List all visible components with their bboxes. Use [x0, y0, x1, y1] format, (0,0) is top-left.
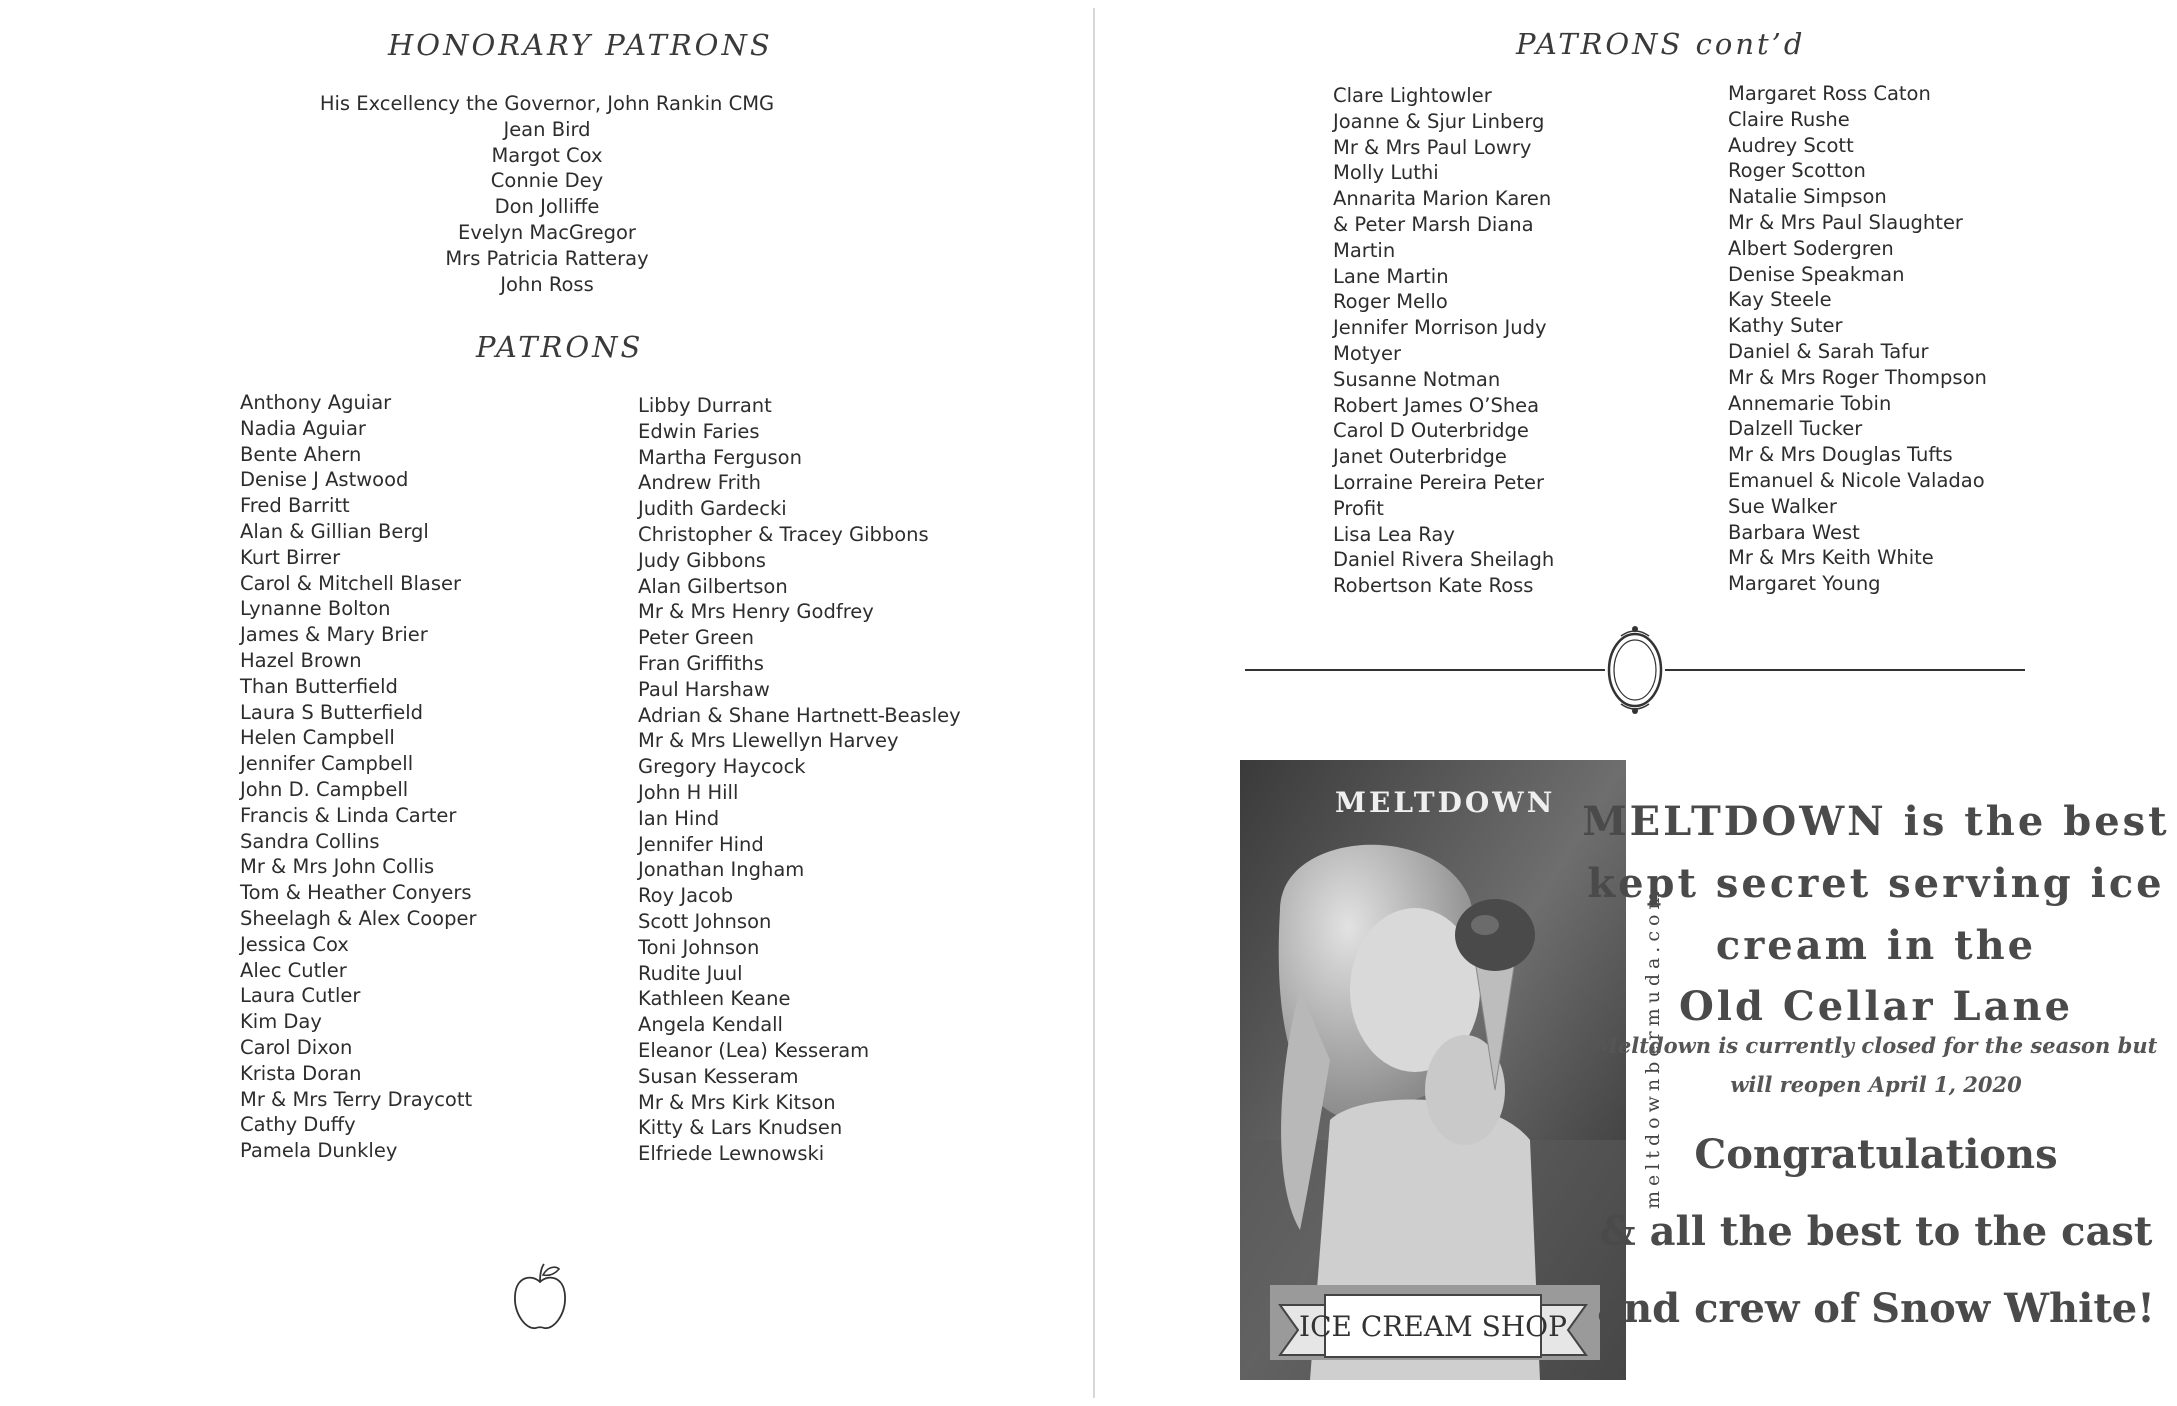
patron-name: Bente Ahern: [240, 442, 362, 466]
patron-name: Susan Kesseram: [638, 1064, 799, 1088]
patron-name: Kim Day: [240, 1010, 322, 1034]
patron-name: Tom & Heather Conyers: [240, 881, 472, 905]
patron-name: Edwin Faries: [638, 419, 760, 443]
patrons-heading: PATRONS: [476, 330, 644, 364]
patron-name: Barbara West: [1728, 520, 1860, 544]
patron-name: Kitty & Lars Knudsen: [638, 1116, 843, 1140]
patron-name: Mr & Mrs John Collis: [240, 855, 435, 879]
honorary-patron-name: Jean Bird: [503, 117, 591, 141]
patron-name: Angela Kendall: [638, 1013, 783, 1037]
patron-name: Judy Gibbons: [638, 548, 766, 572]
patron-name: Roger Mello: [1333, 290, 1448, 314]
patron-name: John H Hill: [638, 780, 739, 804]
patrons-column-1: [240, 390, 476, 1164]
ad-congrats-3: and crew of Snow White!: [1597, 1285, 2155, 1332]
patron-name: Rudite Juul: [638, 961, 743, 985]
patron-name: Christopher & Tracey Gibbons: [638, 522, 929, 546]
patron-name: Alan Gilbertson: [638, 574, 788, 598]
patrons-contd-column-2: [1728, 81, 1987, 597]
ad-brand-text: MELTDOWN: [1335, 786, 1556, 819]
patron-name: Motyer: [1333, 341, 1401, 365]
patron-name: Martin: [1333, 238, 1396, 262]
honorary-patron-name: His Excellency the Governor, John Rankin CMG: [319, 92, 775, 115]
patron-name: Mr & Mrs Paul Lowry: [1333, 135, 1532, 159]
patron-name: Krista Doran: [240, 1061, 362, 1085]
patron-name: Lorraine Pereira Peter: [1333, 470, 1545, 494]
patron-name: Kathy Suter: [1728, 314, 1843, 338]
patron-name: Hazel Brown: [240, 648, 362, 672]
honorary-patron-name: Don Jolliffe: [494, 195, 600, 219]
patron-name: Joanne & Sjur Linberg: [1333, 109, 1545, 133]
patron-name: Laura S Butterfield: [240, 700, 424, 724]
honorary-patron-name: Mrs Patricia Ratteray: [445, 246, 649, 270]
patron-name: Alan & Gillian Bergl: [240, 519, 429, 543]
patron-name: Peter Green: [638, 626, 754, 650]
apple-icon: [510, 1262, 570, 1337]
patron-name: Jennifer Hind: [638, 832, 764, 856]
patron-name: Paul Harshaw: [638, 677, 770, 701]
honorary-patrons-list: [300, 91, 794, 297]
patron-name: Lane Martin: [1333, 264, 1449, 288]
patron-name: Lisa Lea Ray: [1333, 522, 1455, 546]
patron-name: Judith Gardecki: [638, 497, 787, 521]
patron-name: Carol Dixon: [240, 1035, 353, 1059]
patron-name: Claire Rushe: [1728, 107, 1850, 131]
patron-name: Molly Luthi: [1333, 161, 1439, 185]
patron-name: Scott Johnson: [638, 909, 772, 933]
patron-name: Denise Speakman: [1728, 262, 1905, 286]
ad-headline-1: MELTDOWN is the best: [1582, 798, 2170, 845]
girl-eating-ice-cream-image: [1240, 760, 1626, 1380]
patron-name: Jonathan Ingham: [638, 858, 805, 882]
ad-headline-2: kept secret serving ice: [1587, 860, 2165, 907]
patron-name: Mr & Mrs Paul Slaughter: [1728, 210, 1963, 234]
honorary-patron-name: Connie Dey: [490, 169, 604, 193]
ad-headline-4: Old Cellar Lane: [1678, 983, 2074, 1030]
patron-name: Anthony Aguiar: [240, 391, 392, 414]
patron-name: Margaret Ross Caton: [1728, 82, 1931, 105]
patron-name: Elfriede Lewnowski: [638, 1142, 825, 1166]
patron-name: Helen Campbell: [240, 726, 395, 750]
honorary-patron-name: Margot Cox: [491, 143, 603, 167]
patron-name: Albert Sodergren: [1728, 236, 1894, 260]
ad-website: meltdownbermuda.com: [1642, 886, 1664, 1209]
patron-name: Lynanne Bolton: [240, 597, 391, 621]
patron-name: Kay Steele: [1728, 288, 1832, 312]
patron-name: Gregory Haycock: [638, 755, 806, 779]
patron-name: Mr & Mrs Henry Godfrey: [638, 600, 874, 624]
patron-name: Emanuel & Nicole Valadao: [1728, 468, 1985, 492]
ad-banner-text: ICE CREAM SHOP: [1299, 1310, 1567, 1343]
patron-name: Annarita Marion Karen: [1333, 187, 1552, 211]
patron-name: Sandra Collins: [240, 829, 380, 853]
patron-name: Mr & Mrs Roger Thompson: [1728, 365, 1987, 389]
ad-congrats-1: Congratulations: [1694, 1131, 2058, 1178]
patron-name: Francis & Linda Carter: [240, 803, 457, 827]
patron-name: Daniel & Sarah Tafur: [1728, 339, 1929, 363]
patron-name: Nadia Aguiar: [240, 416, 366, 440]
patron-name: Eleanor (Lea) Kesseram: [638, 1038, 870, 1062]
patron-name: Kathleen Keane: [638, 987, 791, 1011]
patron-name: Kurt Birrer: [240, 545, 341, 569]
right-page: [1097, 0, 2177, 1406]
ad-note-2: will reopen April 1, 2020: [1730, 1072, 2022, 1097]
patron-name: Clare Lightowler: [1333, 84, 1492, 107]
patron-name: Pamela Dunkley: [240, 1139, 398, 1163]
patron-name: Sheelagh & Alex Cooper: [240, 906, 477, 930]
patron-name: Denise J Astwood: [240, 468, 409, 492]
patron-name: Profit: [1333, 496, 1384, 520]
patron-name: Adrian & Shane Hartnett-Beasley: [638, 703, 961, 727]
patron-name: Laura Cutler: [240, 984, 361, 1008]
patron-name: Than Butterfield: [240, 674, 398, 698]
page-fold: [1093, 8, 1095, 1398]
patron-name: Cathy Duffy: [240, 1113, 356, 1137]
patron-name: Ian Hind: [638, 806, 720, 830]
patron-name: Margaret Young: [1728, 572, 1881, 596]
patron-name: Mr & Mrs Keith White: [1728, 546, 1934, 570]
ad-headline-3: cream in the: [1715, 922, 2037, 969]
patrons-contd-heading: PATRONS cont’d: [1516, 27, 1806, 61]
honorary-patrons-heading: HONORARY PATRONS: [388, 28, 773, 62]
patron-name: Robertson Kate Ross: [1333, 574, 1534, 598]
patron-name: Janet Outerbridge: [1333, 445, 1507, 469]
patron-name: James & Mary Brier: [240, 623, 428, 647]
patron-name: John D. Campbell: [240, 777, 409, 801]
honorary-patron-name: Evelyn MacGregor: [458, 220, 636, 244]
patron-name: Roger Scotton: [1728, 159, 1866, 183]
patron-name: Annemarie Tobin: [1728, 391, 1892, 415]
patron-name: & Peter Marsh Diana: [1333, 212, 1534, 236]
patron-name: Martha Ferguson: [638, 445, 802, 469]
patron-name: Natalie Simpson: [1728, 185, 1887, 209]
patrons-column-2: [638, 393, 961, 1167]
patron-name: Carol D Outerbridge: [1333, 419, 1529, 443]
patron-name: Mr & Mrs Terry Draycott: [240, 1087, 473, 1111]
honorary-patron-name: John Ross: [500, 272, 594, 296]
patron-name: Fran Griffiths: [638, 651, 764, 675]
patron-name: Fred Barritt: [240, 494, 350, 518]
patron-name: Mr & Mrs Kirk Kitson: [638, 1090, 836, 1114]
patron-name: Toni Johnson: [638, 935, 760, 959]
patron-name: Dalzell Tucker: [1728, 417, 1863, 441]
patron-name: Mr & Mrs Llewellyn Harvey: [638, 729, 899, 753]
patron-name: Carol & Mitchell Blaser: [240, 571, 462, 595]
patron-name: Daniel Rivera Sheilagh: [1333, 548, 1555, 572]
patron-name: Andrew Frith: [638, 471, 762, 495]
patron-name: Libby Durrant: [638, 394, 772, 417]
patron-name: Susanne Notman: [1333, 367, 1501, 391]
ad-congrats-2: & all the best to the cast: [1599, 1208, 2153, 1255]
patron-name: Alec Cutler: [240, 958, 347, 982]
patron-name: Robert James O’Shea: [1333, 393, 1540, 417]
ornament-divider: [1245, 620, 2025, 720]
patron-name: Jessica Cox: [240, 932, 349, 956]
patron-name: Jennifer Campbell: [240, 752, 414, 776]
patrons-contd-column-1: [1333, 83, 1554, 599]
patron-name: Jennifer Morrison Judy: [1333, 316, 1547, 340]
patron-name: Audrey Scott: [1728, 133, 1854, 157]
patron-name: Roy Jacob: [638, 884, 734, 908]
ad-note-1: Meltdown is currently closed for the season but: [1594, 1033, 2158, 1058]
patron-name: Sue Walker: [1728, 494, 1837, 518]
meltdown-ad-photo: [1240, 760, 1626, 1380]
patron-name: Mr & Mrs Douglas Tufts: [1728, 443, 1953, 467]
